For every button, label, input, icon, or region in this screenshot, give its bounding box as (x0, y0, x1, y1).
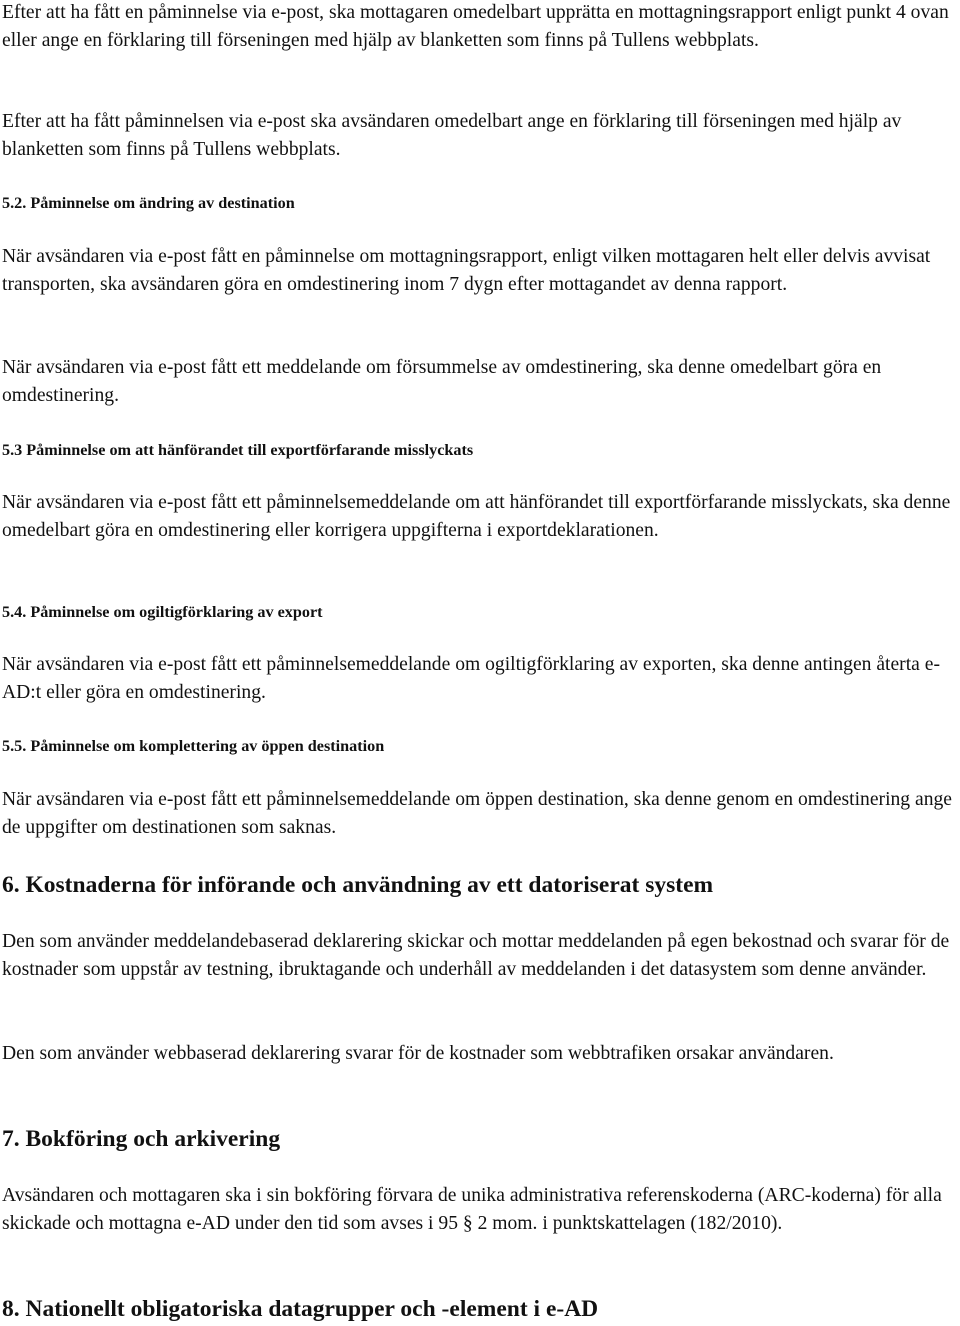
paragraph-reminder-recipient: Efter att ha fått en påminnelse via e-post, ska mottagaren omedelbart upprätta en mottagningsrapport enligt punkt 4 ovan eller ange en förklaring till förseningen med hjälp av blanketten som finns på Tullens webbplats. (2, 2, 949, 51)
paragraph-7: Avsändaren och mottagaren ska i sin bokföring förvara de unika administrativa referenskoderna (ARC-koderna) för alla skickade och mottagna e-AD under den tid som avses i 95 § 2 mom. i punktskattelagen (182/2010). (2, 1185, 942, 1234)
section-heading-5-3: 5.3 Påminnelse om att hänförandet till exportförfarande misslyckats (2, 441, 474, 459)
paragraph-5-2-rejection: När avsändaren via e-post fått en påminnelse om mottagningsrapport, enligt vilken mottagaren helt eller delvis avvisat transporten, ska avsändaren göra en omdestinering inom 7 dygn efter mottagandet av denna rapport. (2, 246, 931, 295)
paragraph-6-web-based: Den som använder webbaserad deklarering svarar för de kostnader som webbtrafiken orsakar användaren. (2, 1043, 834, 1064)
paragraph-5-4: När avsändaren via e-post fått ett påminnelsemeddelande om ogiltigförklaring av exporten, ska denne antingen återta e-AD:t eller göra en omdestinering. (2, 654, 940, 703)
paragraph-reminder-sender: Efter att ha fått påminnelsen via e-post ska avsändaren omedelbart ange en förklaring till förseningen med hjälp av blanketten som finns på Tullens webbplats. (2, 111, 902, 160)
paragraph-5-5: När avsändaren via e-post fått ett påminnelsemeddelande om öppen destination, ska denne genom en omdestinering ange de uppgifter om destinationen som saknas. (2, 789, 952, 838)
section-heading-5-2: 5.2. Påminnelse om ändring av destination (2, 194, 295, 212)
paragraph-5-2-neglect: När avsändaren via e-post fått ett meddelande om försummelse av omdestinering, ska denne omedelbart göra en omdestinering. (2, 357, 882, 406)
section-heading-7: 7. Bokföring och arkivering (2, 1126, 281, 1152)
section-heading-5-4: 5.4. Påminnelse om ogiltigförklaring av export (2, 603, 323, 621)
paragraph-6-message-based: Den som använder meddelandebaserad deklarering skickar och mottar meddelanden på egen bekostnad och svarar för de kostnader som uppstår av testning, ibruktagande och underhåll av meddelanden i det datasystem som denne använder. (2, 931, 950, 980)
paragraph-5-3: När avsändaren via e-post fått ett påminnelsemeddelande om att hänförandet till exportförfarande misslyckats, ska denne omedelbart göra en omdestinering eller korrigera uppgifterna i exportdeklarationen. (2, 492, 951, 541)
section-heading-8: 8. Nationellt obligatoriska datagrupper och -element i e-AD (2, 1296, 599, 1322)
section-heading-5-5: 5.5. Påminnelse om komplettering av öppen destination (2, 737, 385, 755)
section-heading-6: 6. Kostnaderna för införande och användning av ett datoriserat system (2, 872, 714, 898)
